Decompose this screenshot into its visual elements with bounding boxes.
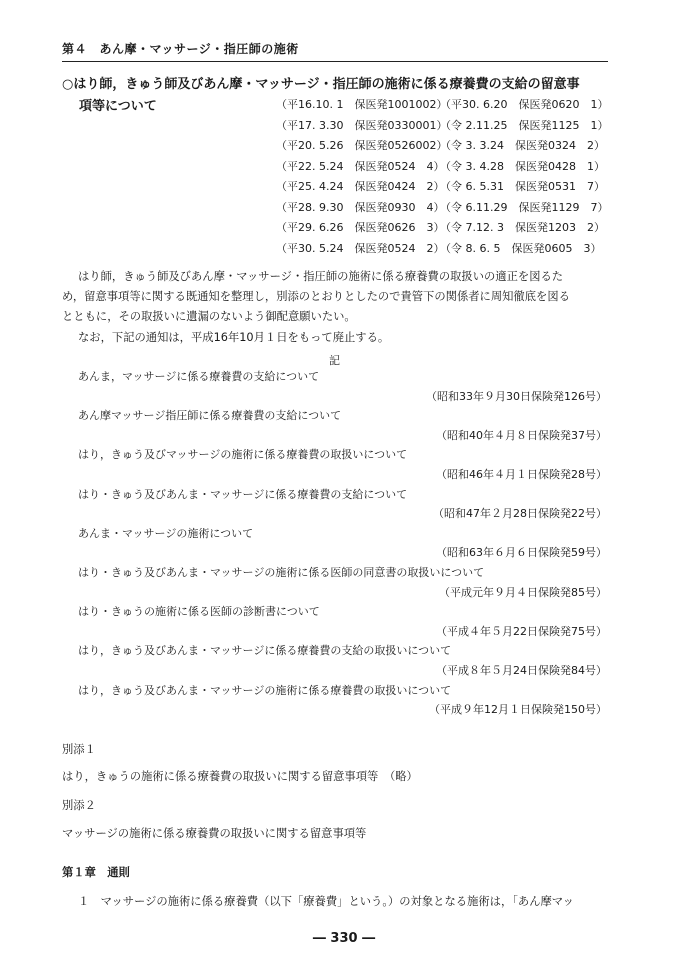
chapter-heading: 第１章 通則 — [62, 866, 130, 879]
reference-row — [276, 178, 608, 199]
reference-cell: （令 6. 5.31 保医発0531 7） — [440, 180, 605, 193]
notice-reference: （昭和47年２月28日保険発22号） — [433, 507, 607, 521]
reference-cell: （平29. 6.26 保医発0626 3） — [276, 221, 445, 234]
attachment-1-text: はり，きゅうの施術に係る療養費の取扱いに関する留意事項等 （略） — [62, 770, 418, 783]
notice-title: あんま，マッサージに係る療養費の支給について — [78, 370, 320, 383]
reference-cell: （令 3. 4.28 保医発0428 1） — [440, 159, 605, 173]
reference-row — [276, 117, 608, 138]
notice-reference: （平成８年５月24日保険発84号） — [436, 663, 607, 677]
reference-cell: （平30. 5.24 保医発0524 2） — [276, 241, 445, 255]
reference-cell: （令 8. 6. 5 保医発0605 3） — [440, 241, 602, 255]
reference-cell: （平16.10. 1 保医発1001002） — [276, 98, 448, 111]
reference-cell: （平28. 9.30 保医発0930 4） — [276, 200, 445, 214]
attachment-2-label: 別添２ — [62, 799, 96, 812]
reference-cell: （平20. 5.26 保医発0526002） — [276, 139, 448, 152]
item-1-text: １ マッサージの施術に係る療養費（以下「療養費」という。）の対象となる施術は，「あん摩マッ — [78, 895, 574, 908]
notice-title: はり，きゅう及びあんま・マッサージに係る療養費の支給の取扱いについて — [78, 644, 452, 658]
reference-row — [276, 96, 608, 117]
repeal-statement: なお，下記の通知は，平成16年10月１日をもって廃止する。 — [78, 331, 390, 344]
notice-title-line1: ○はり師，きゅう師及びあん摩・マッサージ・指圧師の施術に係る療養費の支給の留意事 — [62, 77, 580, 92]
reference-cell: （平22. 5.24 保医発0524 4） — [276, 159, 445, 173]
notice-reference: （昭和33年９月30日保険発126号） — [426, 389, 607, 403]
notice-reference: （昭和63年６月６日保険発59号） — [436, 546, 607, 560]
reference-cell: （平17. 3.30 保医発0330001） — [276, 118, 448, 132]
notice-title: はり・きゅう及びあんま・マッサージに係る療養費の支給について — [78, 487, 408, 501]
attachment-1-label: 別添１ — [62, 743, 96, 756]
notice-reference: （平成元年９月４日保険発85号） — [439, 585, 607, 599]
reference-row — [276, 137, 608, 158]
notice-reference: （昭和40年４月８日保険発37号） — [436, 428, 607, 442]
reference-cell: （平30. 6.20 保医発0620 1） — [440, 98, 609, 111]
reference-cell: （令 2.11.25 保医発1125 1） — [440, 118, 609, 132]
notice-title: はり，きゅう及びあんま・マッサージの施術に係る療養費の取扱いについて — [78, 683, 452, 697]
notice-reference: （平成４年５月22日保険発75号） — [436, 624, 607, 638]
reference-row — [276, 199, 608, 220]
notice-reference: （昭和46年４月１日保険発28号） — [436, 467, 607, 481]
reference-cell: （令 6.11.29 保医発1129 7） — [440, 200, 609, 214]
attachment-2-title: マッサージの施術に係る療養費の取扱いに関する留意事項等 — [62, 827, 367, 840]
ki-heading: 記 — [329, 354, 340, 367]
reference-cell: （平25. 4.24 保医発0424 2） — [276, 180, 445, 193]
body-paragraph-line: はり師，きゅう師及びあん摩・マッサージ・指圧師の施術に係る療養費の取扱いの適正を図るた — [78, 270, 564, 283]
reference-cell: （令 7.12. 3 保医発1203 2） — [440, 221, 605, 234]
page-number: ― 330 ― — [312, 931, 376, 946]
reference-cell: （令 3. 3.24 保医発0324 2） — [440, 139, 605, 152]
notice-title: はり・きゅう及びあんま・マッサージの施術に係る医師の同意書の取扱いについて — [78, 565, 485, 579]
notice-title: あん摩マッサージ指圧師に係る療養費の支給について — [78, 409, 342, 423]
repealed-notices-list — [62, 368, 607, 721]
reference-row — [276, 158, 608, 179]
body-paragraph-line: とともに，その取扱いに遺漏のないよう御配意願いたい。 — [62, 310, 356, 323]
running-header: 第４ あん摩・マッサージ・指圧師の施術 — [62, 42, 299, 56]
notice-title: はり・きゅうの施術に係る医師の診断書について — [78, 605, 320, 619]
notice-title-line2: 項等について — [79, 99, 157, 114]
reference-row — [276, 240, 608, 261]
notice-title: あんま・マッサージの施術について — [78, 526, 254, 540]
body-paragraph-line: め，留意事項等に関する既通知を整理し，別添のとおりとしたので貴管下の関係者に周知徹底を図る — [62, 290, 570, 303]
notice-title: はり，きゅう及びマッサージの施術に係る療養費の取扱いについて — [78, 448, 408, 462]
revision-references — [276, 96, 608, 260]
header-rule — [62, 61, 608, 62]
notice-reference: （平成９年12月１日保険発150号） — [429, 703, 607, 717]
reference-row — [276, 219, 608, 240]
